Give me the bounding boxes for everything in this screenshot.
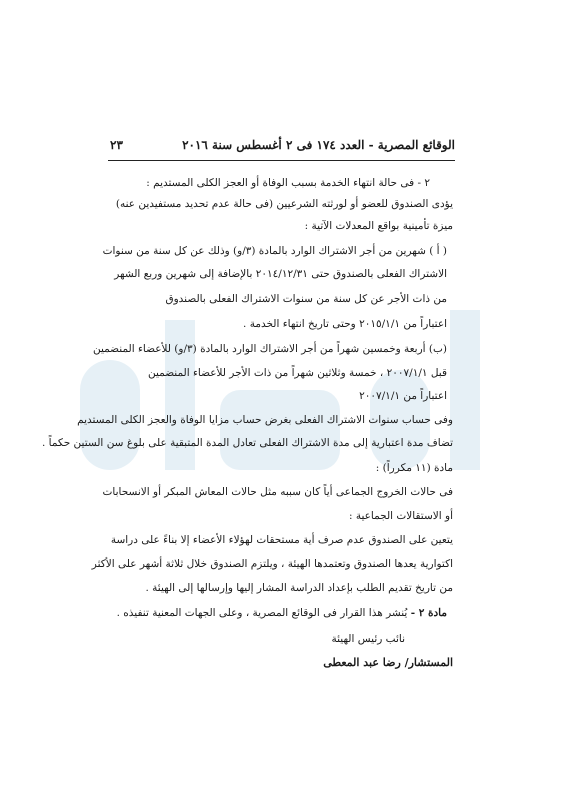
signature-title: نائب رئيس الهيئة [331, 633, 405, 645]
body-line: (ب) أربعة وخمسين شهراً من أجر الاشتراك الوارد بالمادة (٣/و) للأعضاء المنضمين [92, 343, 447, 355]
body-line: اكتوارية يعدها الصندوق وتعتمدها الهيئة ، ويلتزم الصندوق خلال ثلاثة أشهر على الأكثر [91, 558, 453, 570]
article-2-line [117, 606, 447, 620]
article-2-text: يُنشر هذا القرار فى الوقائع المصرية ، وعلى الجهات المعنية تنفيذه . [116, 607, 411, 619]
header-title: الوقائع المصرية - العدد ١٧٤ فى ٢ أغسطس سنة ٢٠١٦ [182, 138, 455, 152]
body-line: يؤدى الصندوق للعضو أو لورثته الشرعيين (فى حالة عدم تحديد مستفيدين عنه) [115, 198, 453, 210]
article-heading: مادة (١١ مكرراً) : [375, 462, 453, 474]
body-line: من ذات الأجر عن كل سنة من سنوات الاشتراك الفعلى بالصندوق [165, 293, 447, 305]
body-line: ٢ - فى حالة انتهاء الخدمة بسبب الوفاة أو العجز الكلى المستديم : [146, 177, 430, 189]
body-line: ميزة تأمينية بواقع المعدلات الآتية : [304, 220, 453, 232]
body-line: فى حالات الخروج الجماعى أياً كان سببه مثل حالات المعاش المبكر أو الانسحابات [102, 486, 453, 498]
signature-name: المستشار/ رضا عبد المعطى [323, 656, 453, 669]
body-line: وفى حساب سنوات الاشتراك الفعلى بغرض حساب مزايا الوفاة والعجز الكلى المستديم [77, 414, 453, 426]
header-rule [108, 160, 455, 161]
body-line: ( أ ) شهرين من أجر الاشتراك الوارد بالمادة (٣/و) وذلك عن كل سنة من سنوات [102, 245, 447, 257]
body-line: قبل ٢٠٠٧/١/١ ، خمسة وثلاثين شهراً من ذات الأجر للأعضاء المنضمين [147, 367, 447, 379]
body-line: تضاف مدة اعتبارية إلى مدة الاشتراك الفعلى تعادل المدة المتبقية على بلوغ سن الستين حكماً . [41, 437, 453, 449]
body-line: يتعين على الصندوق عدم صرف أية مستحقات لهؤلاء الأعضاء إلا بناءً على دراسة [110, 534, 453, 546]
body-line: اعتباراً من ٢٠١٥/١/١ وحتى تاريخ انتهاء الخدمة . [243, 318, 447, 330]
body-line: الاشتراك الفعلى بالصندوق حتى ٢٠١٤/١٢/٣١ بالإضافة إلى شهرين وربع الشهر [114, 268, 447, 280]
body-line: أو الاستقالات الجماعية : [348, 510, 453, 522]
body-line: اعتباراً من ٢٠٠٧/١/١ [359, 390, 447, 402]
article-2-label: مادة ٢ - [410, 607, 447, 619]
body-line: من تاريخ تقديم الطلب بإعداد الدراسة المشار إليها وإرسالها إلى الهيئة . [145, 582, 453, 594]
page-number: ٢٣ [110, 138, 123, 152]
page-header [110, 138, 455, 158]
